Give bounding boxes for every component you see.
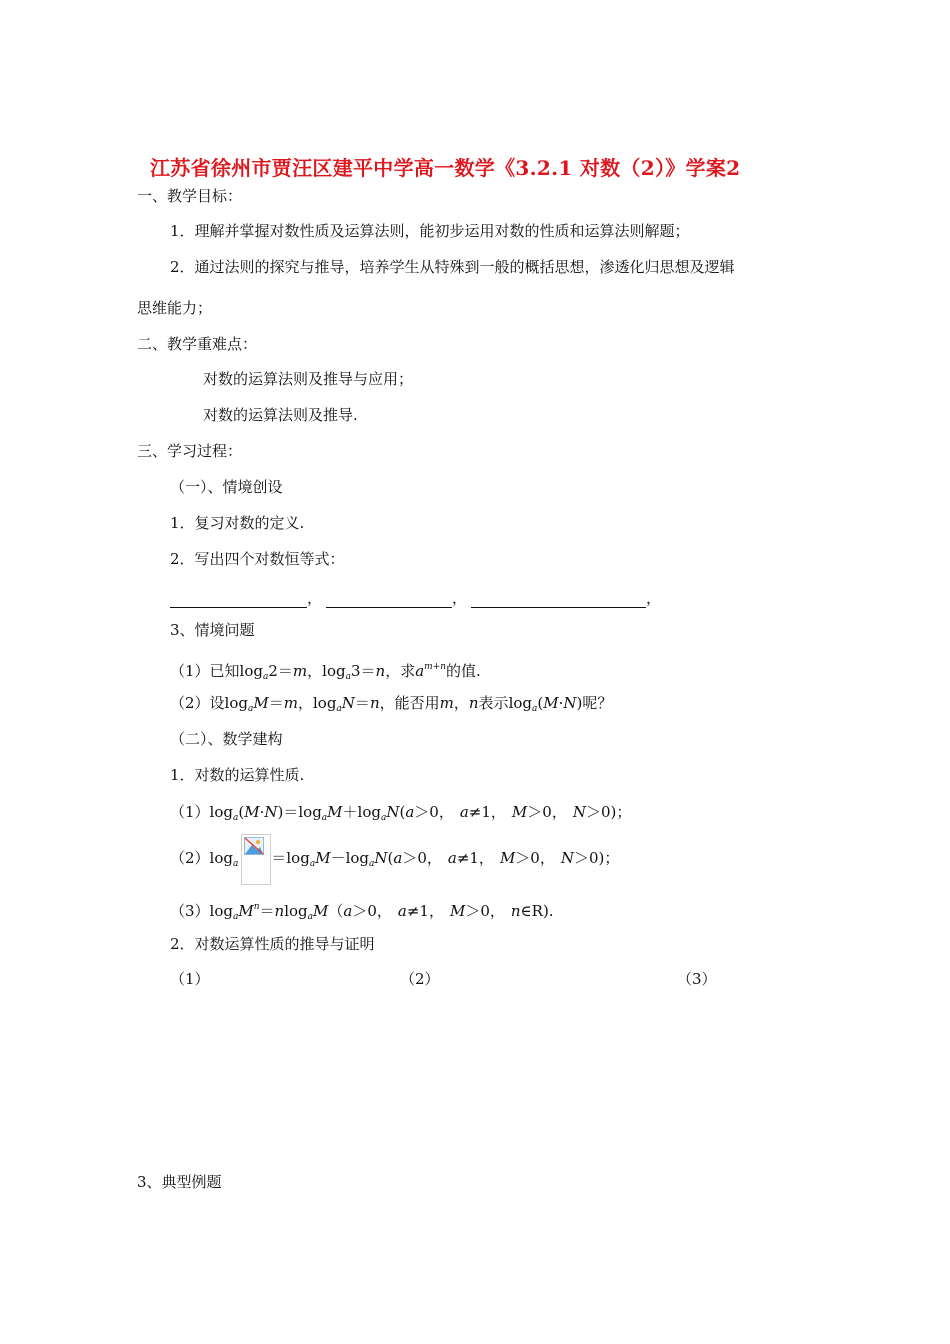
question-identities: 2．写出四个对数恒等式： <box>170 550 345 568</box>
key-point-line-2: 对数的运算法则及推导. <box>203 406 358 424</box>
construction-item-1: 1．对数的运算性质. <box>170 766 305 784</box>
part-heading-situation: （一）、情境创设 <box>170 478 283 496</box>
objective-item-2-continued: 思维能力； <box>137 299 213 317</box>
section-heading-key-points: 二、教学重难点： <box>137 335 258 353</box>
broken-image-icon <box>244 837 264 855</box>
formula-product-rule: $(1)\log_a(M\cdot N)=\log_aM+\log_aN(a>0$， a≠1， M＞0， N＞0)； <box>170 803 632 823</box>
answer-blank-2[interactable] <box>326 591 452 608</box>
proof-label-3: （3） <box>677 970 717 988</box>
objective-item-1: 1．理解并掌握对数性质及运算法则，能初步运用对数的性质和运算法则解题； <box>170 222 690 240</box>
section-heading-process: 三、学习过程： <box>137 442 243 460</box>
formula-power-rule: $(3)\log_aM^n=nlog_aM(a>0$， a≠1， M＞0， n∈R). <box>170 902 554 922</box>
proof-label-2: （2） <box>400 970 440 988</box>
section-heading-examples: 3、典型例题 <box>137 1173 222 1191</box>
objective-item-2: 2．通过法则的探究与推导，培养学生从特殊到一般的概括思想，渗透化归思想及逻辑 <box>170 258 735 276</box>
construction-item-2: 2．对数运算性质的推导与证明 <box>170 935 375 953</box>
situation-problem-2: （2）设$\log_aM=m$，$\log_aN=n$，能否用m，n表示$\log_a(M\cdot N)$呢？ <box>170 694 613 714</box>
situation-problem-1: （1）已知$\log_a2=m$，$\log_a3=n$，求$a^{m+n}$的值. <box>170 662 481 682</box>
answer-blank-1[interactable] <box>170 591 307 608</box>
formula-quotient-rule: $(2)\log_a =\log_aM-\log_aN(a>0$， a≠1， M＞0， N＞0)； <box>170 849 620 869</box>
question-situation-heading: 3、情境问题 <box>170 621 255 639</box>
key-point-line-1: 对数的运算法则及推导与应用； <box>203 370 414 388</box>
section-heading-objectives: 一、教学目标： <box>137 187 243 205</box>
question-review-definition: 1．复习对数的定义. <box>170 514 305 532</box>
proof-label-1: （1） <box>170 970 210 988</box>
broken-image-fraction <box>241 834 271 885</box>
identity-blanks: ， ， ， <box>170 588 661 608</box>
part-heading-construction: （二）、数学建构 <box>170 730 283 748</box>
answer-blank-3[interactable] <box>471 591 646 608</box>
page-title: 江苏省徐州市贾汪区建平中学高一数学《3.2.1 对数（2）》学案2 <box>150 156 741 180</box>
